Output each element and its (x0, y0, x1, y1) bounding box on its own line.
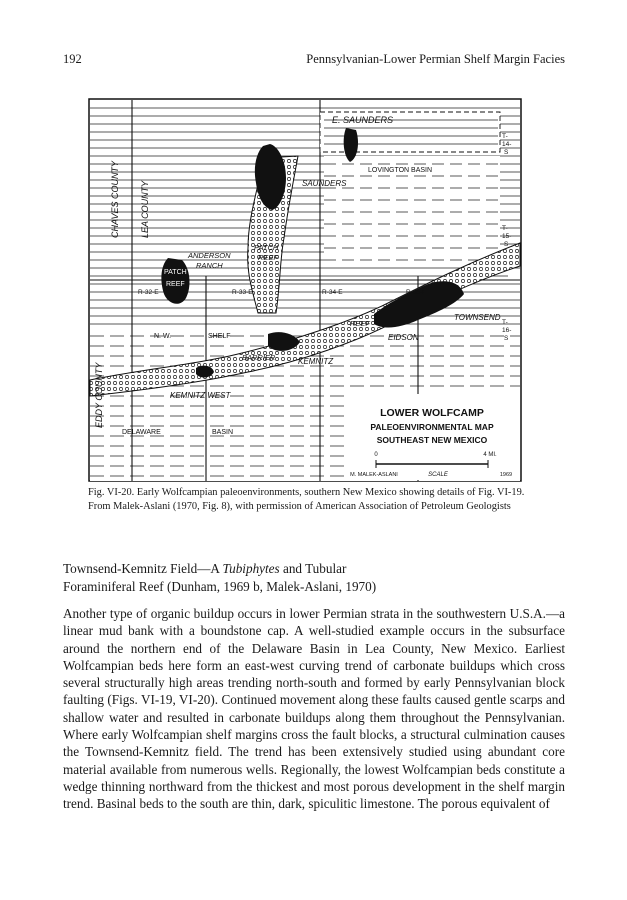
legend-scale-end: 4 MI. (483, 452, 497, 458)
label-basin: BASIN (212, 429, 234, 436)
label-barrier: BARRIER (242, 353, 276, 362)
label-t14: T- (502, 133, 508, 140)
legend-year: 1969 (499, 472, 513, 478)
label-lea-county: LEA COUNTY (140, 180, 150, 238)
label-t14b: 14- (502, 141, 512, 148)
label-reef-mid: REEF (350, 319, 371, 328)
label-e-saunders: E. SAUNDERS (332, 115, 394, 125)
heading-line-2: Foraminiferal Reef (Dunham, 1969 b, Malek-Aslani, 1970) (63, 578, 377, 594)
running-title: Pennsylvanian-Lower Permian Shelf Margin Facies (306, 52, 565, 66)
label-eidson: EIDSON (388, 333, 419, 342)
label-r33e: R-33-E (232, 289, 253, 296)
heading-line-1 (63, 560, 563, 578)
heading-italic-term: Tubiphytes (222, 561, 280, 576)
label-lovington-basin: LOVINGTON BASIN (368, 167, 433, 174)
paleoenvironmental-map-figure (88, 98, 522, 482)
label-kemnitz-west: KEMNITZ WEST (170, 391, 231, 400)
heading-text-pre: Townsend-Kemnitz Field—A (63, 561, 223, 576)
label-r35e: R-35-E (406, 289, 427, 296)
label-patch-left: PATCH (164, 269, 187, 276)
body-paragraph: Another type of organic buildup occurs in lower Permian strata in the southwestern U.S.A.—a linear mud bank with a boundstone cap. A well-studied example occurs in the subsurface around the northern end of the Delaware Basin in Lea County, New Mexico. Earliest Wolfcampian beds here form an east-west curving trend of carbonate buildups which cross several structurally high areas trending north-south and formed by early Pennsylvanian block faulting (Figs. VI-19, VI-20). Continued movement along these faults caused gentle scarps and shallow water and resulted in carbonate buildups along them throughout the Pennsylvanian. Where early Wolfcampian shelf margins cross the fault blocks, a structural culmination causes the Townsend-Kemnitz field. The trend has been extensively studied using abundant core material available from numerous wells. Regionally, the lowest Wolfcampian beds constitute a wedge thinning northward from the thickest and most porous development in the shelf margin trend. Basinal beds to the south are thin, dark, spiculitic limestone. The porous equivalent of (63, 606, 565, 812)
page-number: 192 (63, 52, 82, 66)
label-t14c: S (504, 149, 509, 156)
section-heading (63, 560, 563, 595)
heading-text-post: and Tubular (279, 561, 347, 576)
legend-scale-label: SCALE (428, 472, 448, 478)
label-shelf: SHELF (208, 333, 231, 340)
label-nw: N. W. (154, 333, 172, 340)
label-ranch: RANCH (196, 261, 223, 270)
label-reef-left: REEF (166, 281, 185, 288)
label-t16b: 16- (502, 327, 512, 334)
figure-caption: Fig. VI-20. Early Wolfcampian paleoenvironments, southern New Mexico showing details of Fig. VI-19. From Malek-Aslani (1970, Fig. 8), with permission of American Association of Petroleum Geologists (88, 487, 525, 512)
label-reef-upper: REEF (258, 253, 279, 262)
label-townsend: TOWNSEND (454, 313, 501, 322)
label-delaware: DELAWARE (122, 429, 161, 436)
legend-title-1: LOWER WOLFCAMP (380, 407, 484, 419)
label-kemnitz: KEMNITZ (298, 357, 334, 366)
label-saunders: SAUNDERS (302, 179, 347, 188)
legend-scale-start: 0 (374, 452, 378, 458)
legend-author: M. MALEK-ASLANI (350, 472, 398, 478)
label-eddy-county: EDDY COUNTY (94, 362, 104, 428)
label-t16: T- (502, 319, 508, 326)
label-r34e: R-34-E (322, 289, 343, 296)
label-t16c: S (504, 335, 509, 342)
label-t15c: S (504, 241, 509, 248)
label-chaves-county: CHAVES COUNTY (110, 160, 120, 238)
legend-title-3: SOUTHEAST NEW MEXICO (376, 435, 488, 445)
label-t15: T- (502, 225, 508, 232)
label-t15b: 15- (502, 233, 512, 240)
label-patch-upper: PATCH (254, 243, 279, 252)
map-svg (88, 98, 522, 482)
legend-title-2: PALEOENVIRONMENTAL MAP (370, 422, 494, 432)
label-r32e: R-32-E (138, 289, 159, 296)
label-anderson: ANDERSON (188, 251, 231, 260)
